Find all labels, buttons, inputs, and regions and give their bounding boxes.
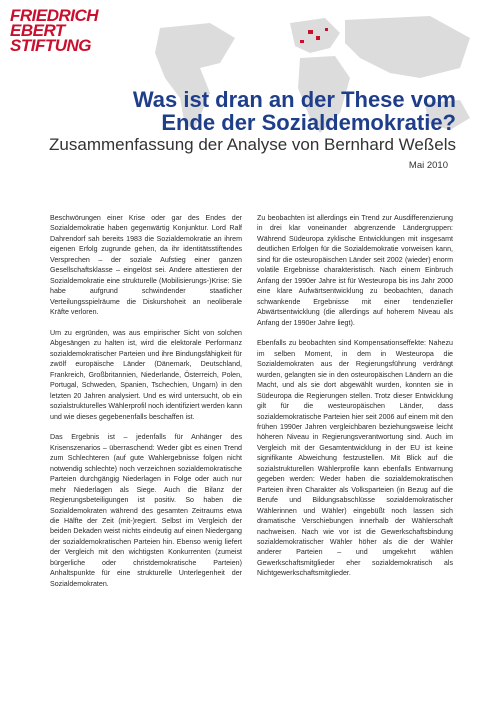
paragraph: Beschwörungen einer Krise oder gar des Endes der Sozialdemokratie haben gegenwärtig Konjunktur. Lord Ralf Dahrendorf sah bereits 1983 die Sozialdemokratie an ihrem eigenen Erfolg zugrunde gehen, da ihr identitätsstiftendes Versprechen – der soziale Aufstieg einer ganzen Gesellschaftsklasse – eingelöst sei. Andere attestieren der Sozialdemokratie eine strukturelle (Mobilisierungs-)Krise: Sie habe aufgrund schwindender staatlicher Verteilungsspielräume die Diskurshoheit an neoliberale Kräfte verloren.: [50, 214, 242, 317]
map-landmass-europe: [290, 18, 340, 53]
paragraph: Zu beobachten ist allerdings ein Trend zur Ausdifferenzierung in drei klar voneinander abgrenzende Ländergruppen: Während Südeuropa zyklische Entwicklungen mit insgesamt deutlichen Erfolgen für die Sozialdemokratie vorweisen kann, sind für die osteuropäischen Länder seit 2002 (wieder) enorm volatile Ergebnisse charakteristisch. Nach einem Einbruch Anfang der 1990er Jahre ist für Westeuropa bis ins Jahr 2000 eine klare Aufwärtsentwicklung zu beobachten, danach schwankende Ergebnisse mit einer tendenzieller Abwärtsentwicklung (die allerdings auf hoherem Niveau als Anfang der 1990er Jahre liegt).: [257, 214, 453, 327]
paragraph: Das Ergebnis ist – jedenfalls für Anhänger des Krisenszenarios – überraschend: Weder gibt es einen Trend zum Schlechteren (auf gute Wahlergebnisse folgen nicht notwendig schlechte) noch verzeichnen sozialdemokratische Parteien durchgängig Niederlagen in Folge oder auch nur mehr Niederlagen als Siege. Auch die Bilanz der Regierungsbeteiligungen ist positiv. So haben die Sozialdemokraten während des gesamten Zeitraums etwa die Hälfte der Zeit (mit-)regiert. Selbst im Vergleich der beiden Dekaden weist nichts eindeutig auf einen Niedergang der sozialdemokratischen Parteien hin. Ebenso wenig liefert der Vergleich mit den wichtigsten Konkurrenten (zumeist bürgerliche oder christdemokratische Parteien) Anhaltspunkte für eine strukturelle Unterlegenheit der Sozialdemokraten.: [50, 433, 242, 588]
logo-line-2: EBERT: [10, 21, 65, 40]
title-line-1: Was ist dran an der These vom: [132, 87, 456, 112]
title-line-2: Ende der Sozialdemokratie?: [161, 110, 456, 135]
fes-logo: [10, 8, 120, 53]
page-subtitle: Zusammenfassung der Analyse von Bernhard Weßels: [49, 135, 456, 154]
map-landmass-asia: [345, 16, 470, 78]
paragraph: Um zu ergründen, was aus empirischer Sicht von solchen Abgesängen zu halten ist, wird die elektorale Performanz sozialdemokratischer Parteien und ihre Bindungsfähigkeit für zwölf europäische Länder (Dänemark, Deutschland, Frankreich, Großbritannien, Niederlande, Österreich, Polen, Portugal, Schweden, Spanien, Tschechien, Ungarn) in den letzten 20 Jahren analysiert. Und es wird untersucht, ob ein sozialstrukturelles Wählerprofil noch identifiziert werden kann und wie dieses gegebenenfalls beschaffen ist.: [50, 328, 243, 421]
page-title: [96, 88, 456, 134]
text-column-right: [257, 213, 453, 589]
paragraph: Ebenfalls zu beobachten sind Kompensationseffekte: Nahezu im selben Moment, in dem in Westeuropa die Sozialdemokraten aus der Regierungsführung verdrängt wurden, gelangten sie in den osteuropäischen Ländern an die Macht, und als sie dort abgewählt wurden, konnten sie in Südeuropa die Regierungen stellen. Trotz dieser Entwicklung gilt für die westeuropäischen Länder, dass sozialdemokratische Parteien hier seit 2006 auf einem mit den frühen 1990er Jahren vergleichbaren beziehungsweise leicht höheren Niveau in Regierungsverantwortung sind. Auch im Vergleich mit der Gesamtentwicklung in der EU ist keine signifikante Abweichung festzustellen. Mit Blick auf die sozialstrukturellen Wählerprofile kann ebenfalls Entwarnung gegeben werden: Weder haben die sozialdemokratischen Parteien ihren Charakter als Volksparteien (in Bezug auf die Berufe und Bildungsabschlüsse sozialdemokratischer Wählerinnen und Wähler) eingebüßt noch lassen sich dramatische Verschiebungen innerhalb der Wählerschaft nachweisen. Nach wie vor ist die Gewerkschaftsbindung sozialdemokratischer Wähler höher als die der Wähler anderer Parteien – und umgekehrt wählen Gewerkschaftsmitglieder eher sozialdemokratisch als Nichtgewerkschaftsmitglieder.: [257, 339, 453, 578]
text-column-left: [50, 213, 242, 600]
logo-line-3: STIFTUNG: [10, 36, 91, 55]
logo-line-1: FRIEDRICH: [10, 6, 99, 25]
publication-date: Mai 2010: [408, 160, 448, 171]
